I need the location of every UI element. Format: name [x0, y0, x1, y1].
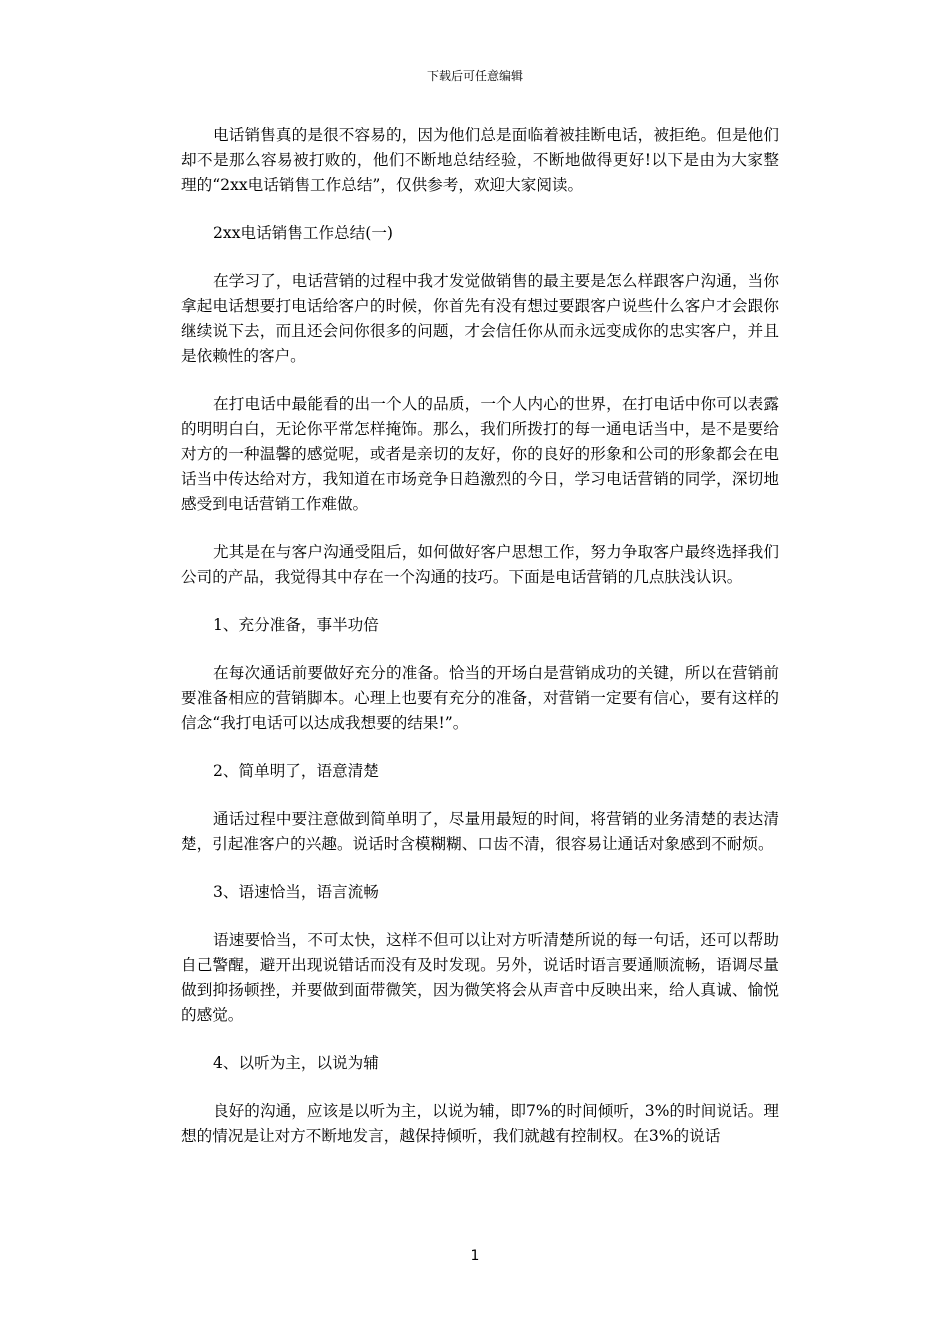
body-paragraph: 语速要恰当，不可太快，这样不但可以让对方听清楚所说的每一句话，还可以帮助自己警醒，避开出现说错话而没有及时发现。另外，说话时语言要通顺流畅，语调尽量做到抑扬顿挫，并要做到面带微笑，因为微笑将会从声音中反映出来，给人真诚、愉悦的感觉。 — [181, 931, 779, 1024]
body-paragraph: 通话过程中要注意做到简单明了，尽量用最短的时间，将营销的业务清楚的表达清楚，引起准客户的兴趣。说话时含模糊糊、口齿不清，很容易让通话对象感到不耐烦。 — [181, 810, 779, 853]
document-body — [181, 123, 779, 1172]
point-heading-4: 4、以听为主，以说为辅 — [213, 1054, 379, 1072]
intro-paragraph: 电话销售真的是很不容易的，因为他们总是面临着被挂断电话，被拒绝。但是他们却不是那么容易被打败的，他们不断地总结经验，不断地做得更好!以下是由为大家整理的“2xx电话销售工作总结”，仅供参考，欢迎大家阅读。 — [181, 126, 779, 194]
body-paragraph: 尤其是在与客户沟通受阻后，如何做好客户思想工作，努力争取客户最终选择我们公司的产品，我觉得其中存在一个沟通的技巧。下面是电话营销的几点肤浅认识。 — [181, 543, 779, 586]
section-title: 2xx电话销售工作总结(一) — [213, 224, 394, 242]
point-heading-2: 2、简单明了，语意清楚 — [213, 762, 379, 780]
body-paragraph: 良好的沟通，应该是以听为主，以说为辅，即7%的时间倾听，3%的时间说话。理想的情况是让对方不断地发言，越保持倾听，我们就越有控制权。在3%的说话 — [181, 1102, 779, 1145]
point-heading-3: 3、语速恰当，语言流畅 — [213, 883, 379, 901]
page-number: 1 — [470, 1248, 480, 1264]
point-heading-1: 1、充分准备，事半功倍 — [213, 616, 379, 634]
body-paragraph: 在每次通话前要做好充分的准备。恰当的开场白是营销成功的关键，所以在营销前要准备相应的营销脚本。心理上也要有充分的准备，对营销一定要有信心，要有这样的信念“我打电话可以达成我想要的结果!”。 — [181, 664, 779, 732]
body-paragraph: 在学习了，电话营销的过程中我才发觉做销售的最主要是怎么样跟客户沟通，当你拿起电话想要打电话给客户的时候，你首先有没有想过要跟客户说些什么客户才会跟你继续说下去，而且还会问你很多的问题，才会信任你从而永远变成你的忠实客户，并且是依赖性的客户。 — [181, 272, 779, 365]
page-header: 下载后可任意编辑 — [426, 69, 523, 83]
body-paragraph: 在打电话中最能看的出一个人的品质，一个人内心的世界，在打电话中你可以表露的明明白白，无论你平常怎样掩饰。那么，我们所拨打的每一通电话当中，是不是要给对方的一种温馨的感觉呢，或者是亲切的友好，你的良好的形象和公司的形象都会在电话当中传达给对方，我知道在市场竞争日趋激烈的今日，学习电话营销的同学，深切地感受到电话营销工作难做。 — [181, 395, 779, 513]
